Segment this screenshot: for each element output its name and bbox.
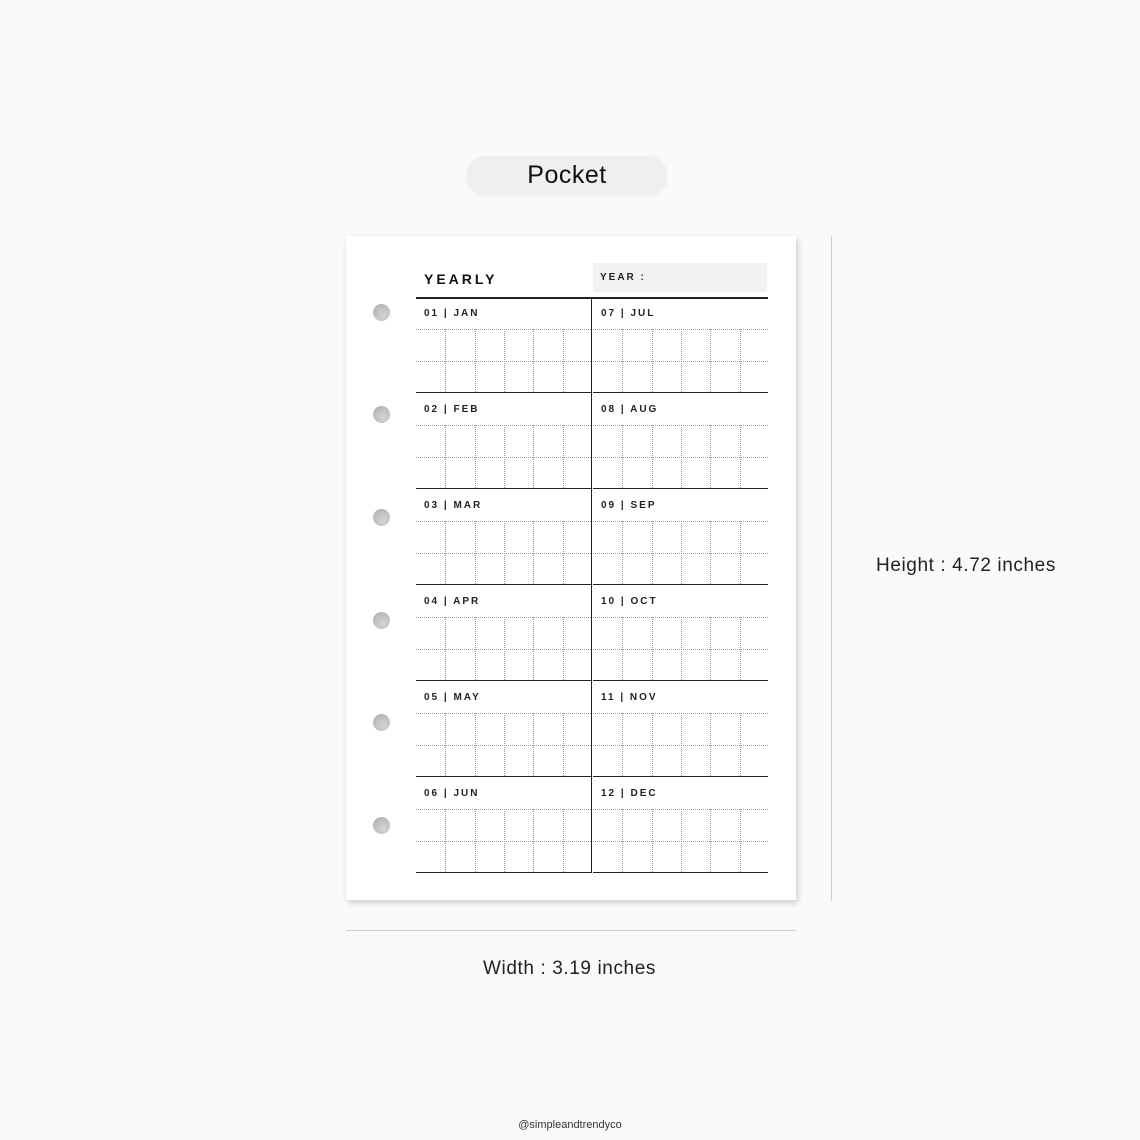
month-label: 10 | OCT bbox=[601, 596, 658, 607]
month-label: 12 | DEC bbox=[601, 788, 658, 799]
dotted-column-line bbox=[475, 713, 476, 776]
dotted-column-line bbox=[533, 329, 534, 392]
year-label: YEAR : bbox=[600, 272, 646, 283]
dotted-column-line bbox=[533, 521, 534, 584]
dotted-column-line bbox=[710, 809, 711, 872]
dotted-column-line bbox=[445, 617, 446, 680]
dotted-column-line bbox=[652, 425, 653, 488]
dotted-column-line bbox=[445, 809, 446, 872]
month-label: 07 | JUL bbox=[601, 308, 656, 319]
month-block bbox=[416, 777, 591, 873]
dotted-column-line bbox=[681, 329, 682, 392]
planner-title: YEARLY bbox=[424, 271, 498, 287]
month-label: 09 | SEP bbox=[601, 500, 657, 511]
dotted-column-line bbox=[563, 521, 564, 584]
dotted-column-line bbox=[652, 809, 653, 872]
dotted-column-line bbox=[740, 713, 741, 776]
dotted-column-line bbox=[475, 425, 476, 488]
dotted-column-line bbox=[563, 809, 564, 872]
dotted-column-line bbox=[652, 521, 653, 584]
ring-hole-icon bbox=[373, 714, 390, 731]
dotted-column-line bbox=[622, 329, 623, 392]
dotted-column-line bbox=[652, 329, 653, 392]
dotted-column-line bbox=[533, 425, 534, 488]
dotted-column-line bbox=[563, 713, 564, 776]
dotted-column-line bbox=[445, 713, 446, 776]
height-dimension-line bbox=[831, 236, 832, 901]
ring-hole-icon bbox=[373, 304, 390, 321]
month-block bbox=[593, 297, 768, 393]
ring-hole-icon bbox=[373, 817, 390, 834]
month-label: 04 | APR bbox=[424, 596, 481, 607]
dotted-column-line bbox=[445, 425, 446, 488]
month-block bbox=[416, 585, 591, 681]
dotted-column-line bbox=[710, 521, 711, 584]
dotted-column-line bbox=[475, 329, 476, 392]
month-block bbox=[416, 489, 591, 585]
dotted-column-line bbox=[622, 713, 623, 776]
dotted-column-line bbox=[710, 713, 711, 776]
month-block bbox=[416, 393, 591, 489]
dotted-column-line bbox=[563, 329, 564, 392]
month-label: 11 | NOV bbox=[601, 692, 658, 703]
height-label: Height : 4.72 inches bbox=[876, 555, 1056, 576]
dotted-column-line bbox=[445, 329, 446, 392]
month-label: 01 | JAN bbox=[424, 308, 480, 319]
width-label: Width : 3.19 inches bbox=[483, 958, 656, 979]
dotted-column-line bbox=[622, 617, 623, 680]
column-divider bbox=[591, 297, 592, 873]
month-block bbox=[593, 489, 768, 585]
dotted-column-line bbox=[681, 809, 682, 872]
dotted-column-line bbox=[504, 713, 505, 776]
size-label: Pocket bbox=[467, 156, 667, 194]
month-block bbox=[416, 297, 591, 393]
month-block bbox=[416, 681, 591, 777]
dotted-column-line bbox=[504, 809, 505, 872]
dotted-column-line bbox=[622, 425, 623, 488]
dotted-column-line bbox=[681, 713, 682, 776]
dotted-column-line bbox=[475, 617, 476, 680]
dotted-column-line bbox=[652, 713, 653, 776]
credit-handle: @simpleandtrendyco bbox=[518, 1119, 622, 1131]
ring-hole-icon bbox=[373, 509, 390, 526]
year-field[interactable] bbox=[593, 263, 767, 292]
ring-hole-icon bbox=[373, 406, 390, 423]
dotted-column-line bbox=[681, 617, 682, 680]
dotted-column-line bbox=[710, 329, 711, 392]
dotted-column-line bbox=[740, 425, 741, 488]
dotted-column-line bbox=[740, 329, 741, 392]
month-label: 02 | FEB bbox=[424, 404, 480, 415]
dotted-column-line bbox=[622, 521, 623, 584]
dotted-column-line bbox=[504, 425, 505, 488]
ring-hole-icon bbox=[373, 612, 390, 629]
month-label: 06 | JUN bbox=[424, 788, 480, 799]
dotted-column-line bbox=[740, 617, 741, 680]
dotted-column-line bbox=[445, 521, 446, 584]
dotted-column-line bbox=[710, 617, 711, 680]
dotted-column-line bbox=[681, 521, 682, 584]
month-label: 08 | AUG bbox=[601, 404, 659, 415]
dotted-column-line bbox=[475, 521, 476, 584]
dotted-column-line bbox=[740, 809, 741, 872]
dotted-column-line bbox=[533, 713, 534, 776]
dotted-column-line bbox=[652, 617, 653, 680]
planner-sheet bbox=[346, 236, 796, 900]
dotted-column-line bbox=[681, 425, 682, 488]
dotted-column-line bbox=[504, 617, 505, 680]
dotted-column-line bbox=[533, 617, 534, 680]
dotted-column-line bbox=[710, 425, 711, 488]
dotted-column-line bbox=[504, 521, 505, 584]
month-block bbox=[593, 681, 768, 777]
dotted-column-line bbox=[504, 329, 505, 392]
month-block bbox=[593, 777, 768, 873]
dotted-column-line bbox=[563, 617, 564, 680]
dotted-column-line bbox=[475, 809, 476, 872]
dotted-column-line bbox=[622, 809, 623, 872]
month-label: 03 | MAR bbox=[424, 500, 483, 511]
dotted-column-line bbox=[740, 521, 741, 584]
month-label: 05 | MAY bbox=[424, 692, 481, 703]
width-dimension-line bbox=[346, 930, 796, 931]
month-grid bbox=[416, 297, 768, 873]
month-block bbox=[593, 585, 768, 681]
dotted-column-line bbox=[533, 809, 534, 872]
dotted-column-line bbox=[563, 425, 564, 488]
month-block bbox=[593, 393, 768, 489]
